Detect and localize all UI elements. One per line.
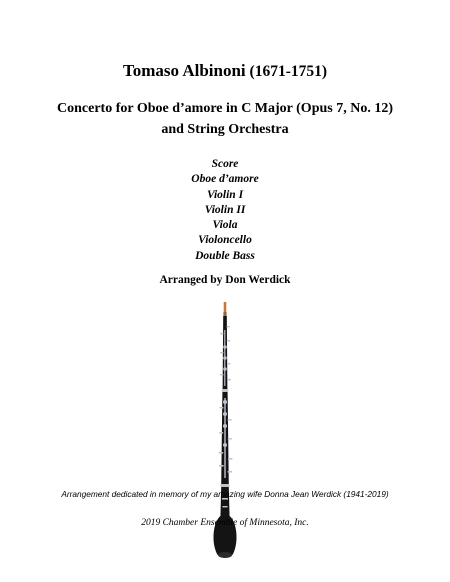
part-violin-2: Violin II xyxy=(204,203,246,216)
work-title-line1: Concerto for Oboe d’amore in C Major (Opus 7, No. 12) xyxy=(57,101,393,116)
parts-list xyxy=(0,157,450,264)
part-violin-1: Violin I xyxy=(206,188,244,201)
composer-dates: (1671-1751) xyxy=(249,63,328,80)
part-score: Score xyxy=(211,158,239,170)
copyright-line: 2019 Chamber Ensemble of Minnesota, Inc. xyxy=(141,518,309,528)
part-double-bass: Double Bass xyxy=(195,249,255,262)
composer-name: Tomaso Albinoni xyxy=(122,61,246,80)
arranger-credit: Arranged by Don Werdick xyxy=(159,274,291,286)
part-viola: Viola xyxy=(212,219,238,232)
dedication-line: Arrangement dedicated in memory of my amazing wife Donna Jean Werdick (1941-2019) xyxy=(61,489,389,499)
part-oboe-damore: Oboe d’amore xyxy=(191,173,259,186)
part-violoncello: Violoncello xyxy=(198,234,252,247)
work-title-line2: and String Orchestra xyxy=(161,122,289,137)
composer-heading xyxy=(0,61,450,81)
